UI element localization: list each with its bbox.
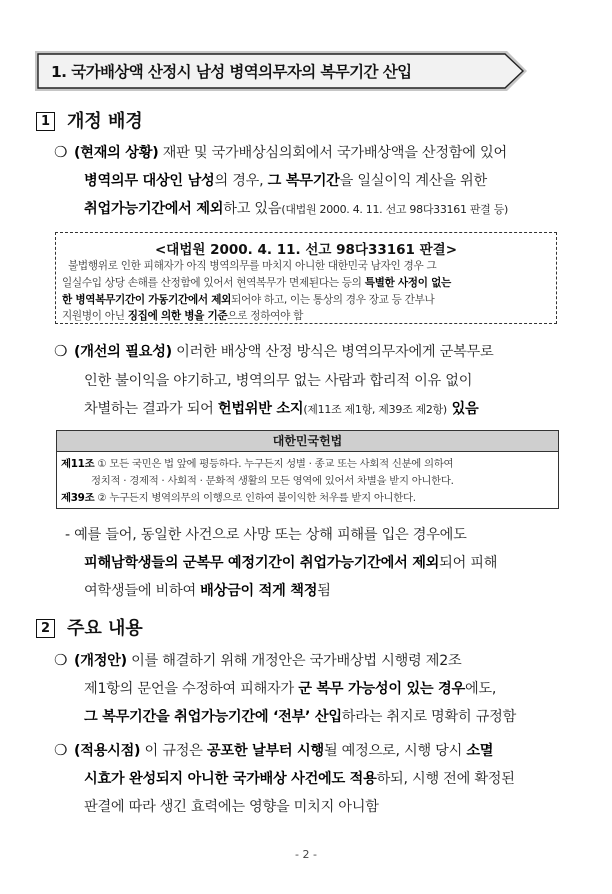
p3-line-2: 제1항의 문언을 수정하여 피해자가 군 복무 가능성이 있는 경우에도,	[84, 681, 497, 697]
p2-line-1: ❍ (개선의 필요성) 이러한 배상액 산정 방식은 병역의무자에게 군복무로	[54, 342, 494, 360]
p1-line-3: 취업가능기간에서 제외하고 있음(대법원 2000. 4. 11. 선고 98다33161 판결 등)	[84, 201, 509, 217]
title-banner	[35, 51, 527, 91]
court-ruling-box	[55, 232, 557, 324]
constitution-line-3: 제39조 ② 누구든지 병역의무의 이행으로 인하여 불이익한 처우를 받지 아니한다.	[61, 492, 416, 504]
court-ruling-line-3: 한 병역복무기간이 가동기간에서 제외되어야 하고, 이는 통상의 경우 장교 등 간부나	[62, 294, 435, 306]
section-1-heading	[36, 107, 143, 133]
constitution-line-1: 제11조 ① 모든 국민은 법 앞에 평등하다. 누구든지 성별 · 종교 또는 사회적 신분에 의하여	[61, 458, 454, 470]
example-line-1: - 예를 들어, 동일한 사건으로 사망 또는 상해 피해를 입은 경우에도	[65, 527, 467, 543]
bullet-circle-icon: ❍	[54, 342, 68, 360]
court-ruling-title: <대법원 2000. 4. 11. 선고 98다33161 판결>	[154, 242, 458, 258]
bullet-circle-icon: ❍	[54, 741, 68, 759]
p3-line-1: ❍ (개정안) 이를 해결하기 위해 개정안은 국가배상법 시행령 제2조	[54, 651, 462, 669]
p1-line-1: ❍ (현재의 상황) 재판 및 국가배상심의회에서 국가배상액을 산정함에 있어	[54, 143, 507, 161]
constitution-line-2: 정치적 · 경제적 · 사회적 · 문화적 생활의 모든 영역에 있어서 차별을 받지 아니한다.	[91, 475, 454, 487]
p4-line-2: 시효가 완성되지 아니한 국가배상 사건에도 적용하되, 시행 전에 확정된	[84, 771, 515, 787]
bullet-circle-icon: ❍	[54, 143, 68, 161]
court-ruling-line-1: 불법행위로 인한 피해자가 아직 병역의무를 마치지 아니한 대한민국 남자인 경우 그	[68, 260, 437, 272]
example-line-3: 여학생들에 비하여 배상금이 적게 책정됨	[84, 583, 331, 599]
section-title: 개정 배경	[67, 111, 143, 132]
p3-line-3: 그 복무기간을 취업가능기간에 ‘전부’ 산입하라는 취지로 명확히 규정함	[84, 709, 517, 725]
section-number: 2	[36, 619, 55, 638]
p2-line-3: 차별하는 결과가 되어 헌법위반 소지(제11조 제1항, 제39조 제2항) 있음	[84, 401, 479, 417]
court-ruling-line-4: 지원병이 아닌 징집에 의한 병을 기준으로 정하여야 함	[62, 310, 303, 322]
p1-line-2: 병역의무 대상인 남성의 경우, 그 복무기간을 일실이익 계산을 위한	[84, 173, 487, 189]
section-2-heading	[36, 614, 143, 640]
p4-line-1: ❍ (적용시점) 이 규정은 공포한 날부터 시행될 예정으로, 시행 당시 소멸	[54, 741, 494, 759]
bullet-circle-icon: ❍	[54, 651, 68, 669]
p2-line-2: 인한 불이익을 야기하고, 병역의무 없는 사람과 합리적 이유 없이	[84, 373, 473, 389]
p4-line-3: 판결에 따라 생긴 효력에는 영향을 미치지 아니함	[84, 799, 379, 815]
constitution-header: 대한민국헌법	[57, 431, 558, 452]
court-ruling-line-2: 일실수입 상당 손해를 산정함에 있어서 현역복무가 면제된다는 등의 특별한 사정이 없는	[62, 277, 451, 289]
section-title: 주요 내용	[67, 618, 143, 639]
constitution-box	[56, 430, 559, 509]
section-number: 1	[36, 112, 55, 131]
page-number: - 2 -	[295, 848, 317, 861]
example-line-2: 피해남학생들의 군복무 예정기간이 취업가능기간에서 제외되어 피해	[84, 555, 498, 571]
banner-title: 1. 국가배상액 산정시 남성 병역의무자의 복무기간 산입	[51, 63, 412, 81]
